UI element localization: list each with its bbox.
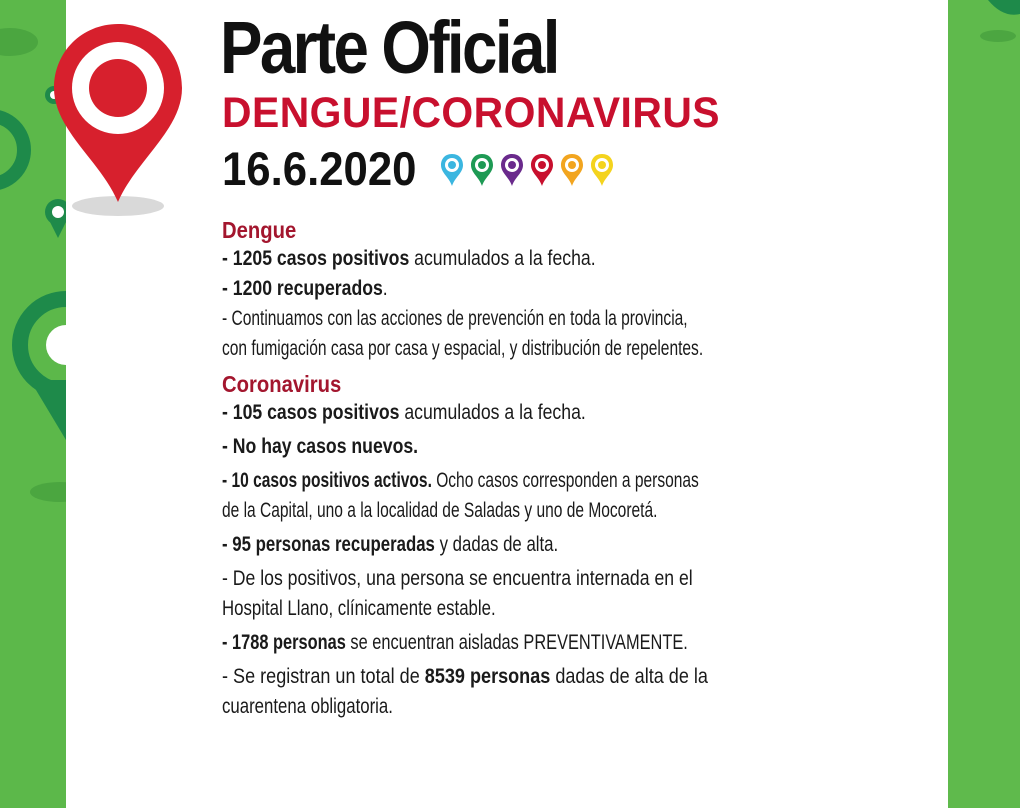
location-pin-icon <box>561 154 583 186</box>
dengue-line-1: - 1205 casos positivos acumulados a la fecha. <box>222 247 596 270</box>
location-pin-icon <box>441 154 463 186</box>
dengue-section <box>222 216 912 364</box>
bulletin-content <box>222 216 912 722</box>
section-heading-coronavirus: Coronavirus <box>222 371 342 397</box>
decorative-pins-right <box>948 0 1020 808</box>
report-date: 16.6.2020 <box>222 142 417 195</box>
location-pin-icon <box>471 154 493 186</box>
location-pin-icon <box>531 154 553 186</box>
corona-line-1: - 105 casos positivos acumulados a la fecha. <box>222 401 586 424</box>
colored-pins-row <box>440 150 620 190</box>
dengue-line-3: - Continuamos con las acciones de prevención en toda la provincia, <box>222 307 688 330</box>
dengue-line-2: - 1200 recuperados. <box>222 277 388 300</box>
corona-line-2: - No hay casos nuevos. <box>222 435 419 458</box>
page-title: Parte Oficial <box>220 6 558 89</box>
coronavirus-section <box>222 370 912 722</box>
dengue-line-4: con fumigación casa por casa y espacial, y distribución de repelentes. <box>222 337 704 360</box>
corona-line-3: - 10 casos positivos activos. Ocho casos corresponden a personas <box>222 469 699 492</box>
right-background <box>948 0 1020 808</box>
location-pin-icon <box>591 154 613 186</box>
corona-line-8: - 1788 personas se encuentran aisladas PREVENTIVAMENTE. <box>222 631 688 654</box>
corona-line-9: - Se registran un total de 8539 personas dadas de alta de la <box>222 665 708 688</box>
corona-line-5: - 95 personas recuperadas y dadas de alta. <box>222 533 559 556</box>
corona-line-10: cuarentena obligatoria. <box>222 695 393 718</box>
location-pin-icon <box>50 20 186 216</box>
location-pin-icon <box>501 154 523 186</box>
corona-line-7: Hospital Llano, clínicamente estable. <box>222 597 496 620</box>
corona-line-6: - De los positivos, una persona se encuentra internada en el <box>222 567 693 590</box>
page-subtitle: DENGUE/CORONAVIRUS <box>222 89 721 137</box>
section-heading-dengue: Dengue <box>222 217 297 243</box>
corona-line-4: de la Capital, uno a la localidad de Saladas y uno de Mocoretá. <box>222 499 658 522</box>
